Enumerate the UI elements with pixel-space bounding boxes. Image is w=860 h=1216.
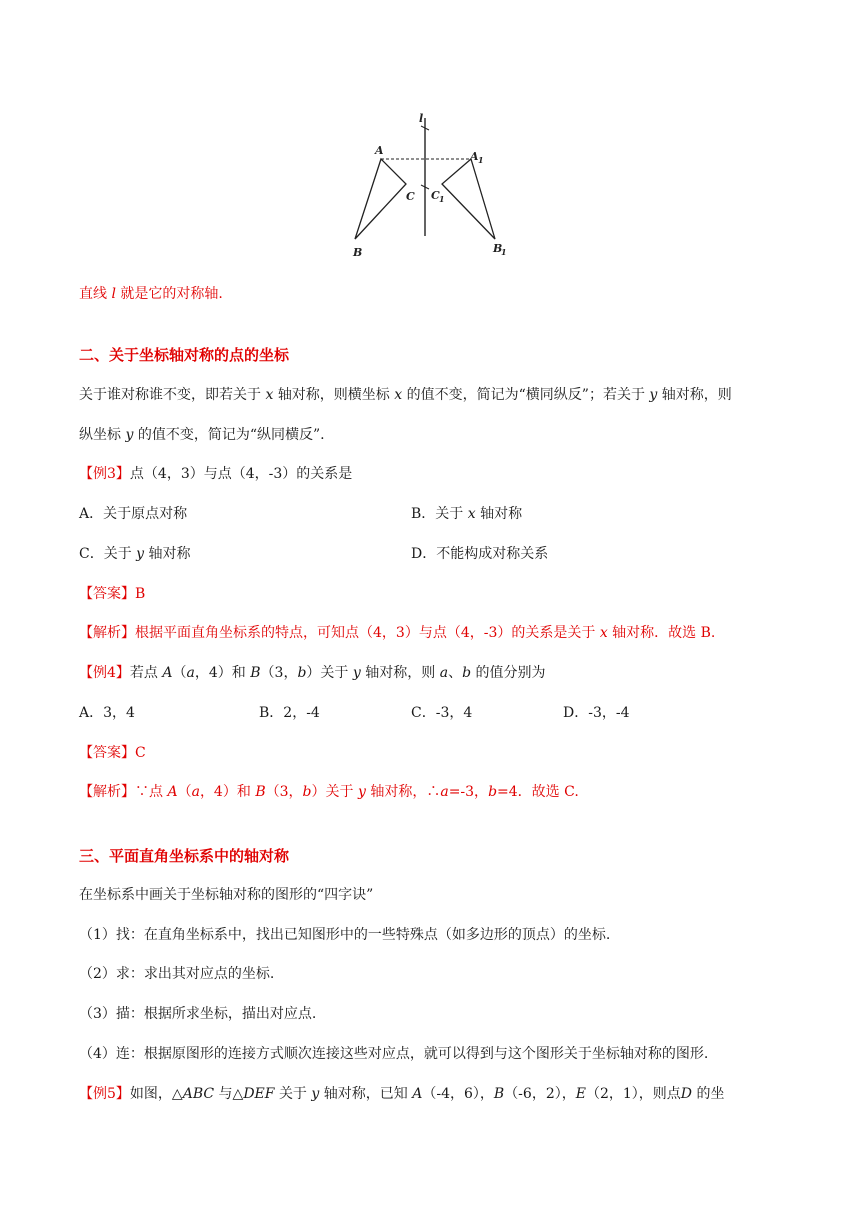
section-3-step-3: （3）描：根据所求坐标，描出对应点. (79, 1006, 317, 1022)
section-3-intro: 在坐标系中画关于坐标轴对称的图形的“四字诀” (79, 887, 374, 903)
section-2-paragraph-line1: 关于谁对称谁不变，即若关于 x 轴对称，则横坐标 x 的值不变，简记为“横同纵反”；若关于 y 轴对称，则 (79, 387, 732, 403)
section-3-title: 三、平面直角坐标系中的轴对称 (79, 847, 290, 865)
symmetry-figure (345, 108, 525, 262)
example-3-option-b: B．关于 x 轴对称 (411, 506, 523, 522)
example-4-analysis: 【解析】∵点 A（a，4）和 B（3，b）关于 y 轴对称，∴a=-3，b=4．故选 C. (79, 784, 579, 800)
example-4-option-c: C．-3，4 (411, 705, 473, 721)
label-C: C (406, 190, 415, 203)
symmetry-diagram (345, 108, 525, 258)
section-3-step-4: （4）连：根据原图形的连接方式顺次连接这些对应点，就可以得到与这个图形关于坐标轴对称的图形. (79, 1046, 709, 1062)
label-A: A (375, 144, 384, 157)
example-3-analysis: 【解析】根据平面直角坐标系的特点，可知点（4，3）与点（4，-3）的关系是关于 x 轴对称．故选 B. (79, 625, 716, 641)
example-3-option-a: A．关于原点对称 (79, 506, 188, 522)
section-3-step-2: （2）求：求出其对应点的坐标. (79, 966, 275, 982)
label-A1-sub: 1 (478, 155, 484, 165)
figure-caption: 直线 l 就是它的对称轴. (79, 286, 223, 302)
label-C1: C (431, 189, 440, 202)
triangle-A1B1C1 (442, 159, 495, 239)
example-4-option-b: B．2，-4 (259, 705, 320, 721)
label-B: B (353, 246, 363, 258)
label-B1-sub: 1 (501, 247, 507, 257)
section-2-title: 二、关于坐标轴对称的点的坐标 (79, 346, 290, 364)
example-4-option-a: A．3，4 (79, 705, 135, 721)
example-4-answer: 【答案】C (79, 745, 146, 761)
example-3-answer: 【答案】B (79, 586, 146, 602)
example-4-option-d: D．-3，-4 (563, 705, 630, 721)
label-B1: B (493, 242, 503, 255)
example-3-question: 【例3】点（4，3）与点（4，-3）的关系是 (79, 466, 353, 482)
label-A1: A (470, 150, 479, 163)
example-3-option-d: D．不能构成对称关系 (411, 546, 549, 562)
label-C1-sub: 1 (439, 194, 445, 204)
section-3-step-1: （1）找：在直角坐标系中，找出已知图形中的一些特殊点（如多边形的顶点）的坐标. (79, 927, 611, 943)
example-5-question: 【例5】如图，△ABC 与△DEF 关于 y 轴对称，已知 A（-4，6），B（-6，2），E（2，1），则点D 的坐 (79, 1086, 725, 1102)
triangle-ABC (355, 159, 406, 239)
example-4-question: 【例4】若点 A（a，4）和 B（3，b）关于 y 轴对称，则 a、b 的值分别为 (79, 665, 546, 681)
section-2-paragraph-line2: 纵坐标 y 的值不变，简记为“纵同横反”. (79, 427, 325, 443)
label-l: l (419, 112, 424, 125)
example-3-option-c: C．关于 y 轴对称 (79, 546, 191, 562)
